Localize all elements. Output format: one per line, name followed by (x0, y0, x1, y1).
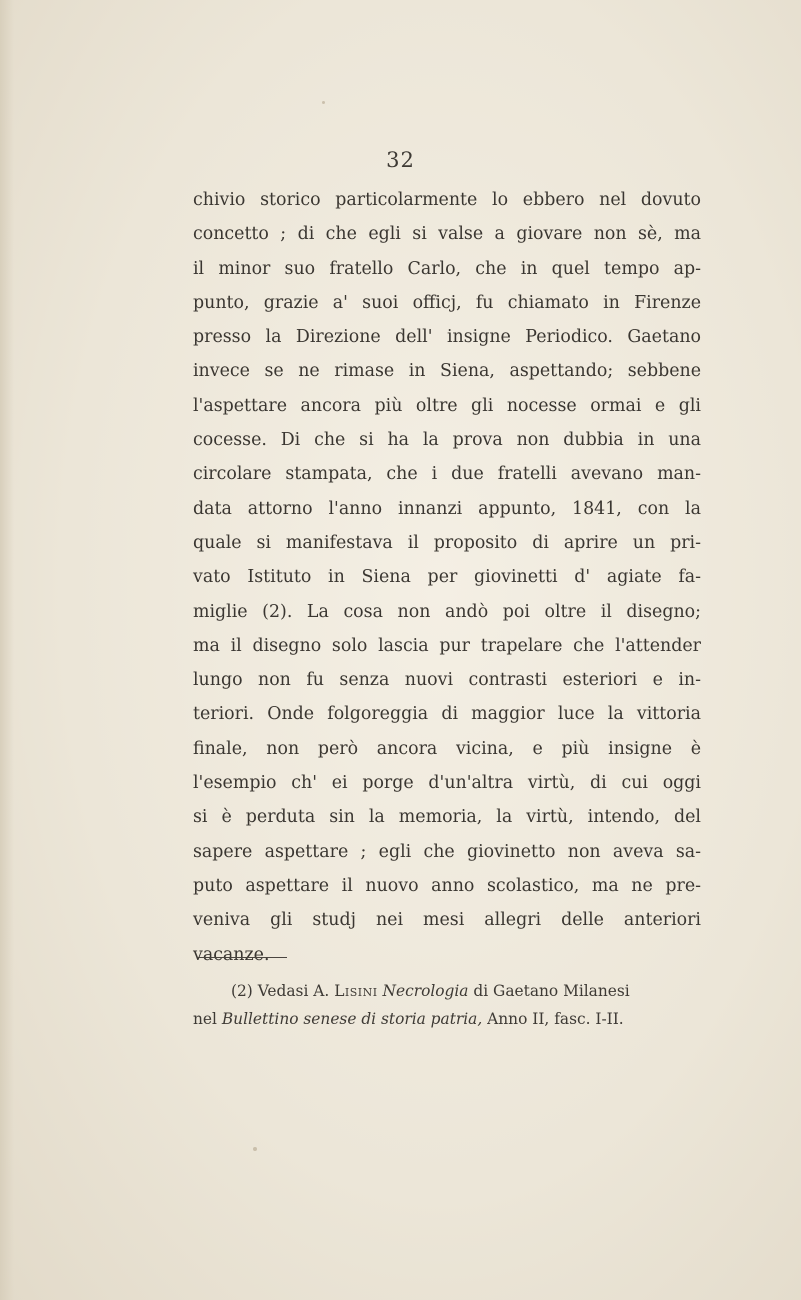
body-line: veniva gli studj nei mesi allegri delle anteriori (193, 910, 701, 931)
paper-spot (322, 101, 325, 104)
body-line: cocesse. Di che si ha la prova non dubbia in una (193, 430, 701, 451)
body-line: chivio storico particolarmente lo ebbero nel dovuto (193, 190, 701, 210)
body-line: miglie (2). La cosa non andò poi oltre il disegno; (193, 601, 701, 622)
footnote-title: Necrologia (382, 982, 469, 1000)
body-line: l'aspettare ancora più oltre gli nocesse ormai e gli (193, 395, 701, 416)
body-line: vacanze. (193, 944, 270, 965)
footnote (193, 977, 708, 1033)
body-text (193, 183, 701, 972)
page-number: 32 (386, 148, 415, 172)
body-line: finale, non però ancora vicina, e più insigne è (193, 738, 701, 759)
body-line: presso la Direzione dell' insigne Periodico. Gaetano (193, 327, 701, 348)
footnote-author: Lisini (334, 982, 378, 1000)
footnote-marker: (2) (231, 982, 253, 1000)
body-line: si è perduta sin la memoria, la virtù, intendo, del (193, 807, 701, 828)
footnote-divider (197, 957, 287, 958)
body-line: invece se ne rimase in Siena, aspettando; sebbene (193, 361, 701, 382)
footnote-pre-author: Vedasi A. (257, 982, 330, 1000)
footnote-line2-pre: nel (193, 1010, 217, 1028)
body-line: concetto ; di che egli si valse a giovare non sè, ma (193, 224, 701, 245)
body-line: puto aspettare il nuovo anno scolastico, ma ne pre- (193, 875, 701, 896)
body-line: lungo non fu senza nuovi contrasti esteriori e in- (193, 670, 701, 691)
footnote-journal: Bullettino senese di storia patria, (221, 1010, 483, 1028)
body-line: ma il disegno solo lascia pur trapelare che l'attender (193, 635, 701, 656)
body-line: il minor suo fratello Carlo, che in quel tempo ap- (193, 258, 701, 279)
body-line: quale si manifestava il proposito di aprire un pri- (193, 532, 701, 553)
footnote-line2-post: Anno II, fasc. I-II. (487, 1010, 624, 1028)
body-line: punto, grazie a' suoi officj, fu chiamato in Firenze (193, 292, 701, 313)
footnote-line-2 (193, 1005, 708, 1033)
body-line: vato Istituto in Siena per giovinetti d' agiate fa- (193, 567, 701, 588)
paper-spot (253, 1147, 257, 1151)
page-edge-shadow (0, 0, 14, 1300)
footnote-line-1 (193, 977, 708, 1005)
body-line: l'esempio ch' ei porge d'un'altra virtù, di cui oggi (193, 773, 701, 794)
body-line: data attorno l'anno innanzi appunto, 1841, con la (193, 498, 701, 519)
body-line: teriori. Onde folgoreggia di maggior luce la vittoria (193, 704, 701, 725)
footnote-mid: di Gaetano Milanesi (473, 982, 630, 1000)
body-line: circolare stampata, che i due fratelli avevano man- (193, 464, 701, 485)
body-line: sapere aspettare ; egli che giovinetto non aveva sa- (193, 841, 701, 862)
